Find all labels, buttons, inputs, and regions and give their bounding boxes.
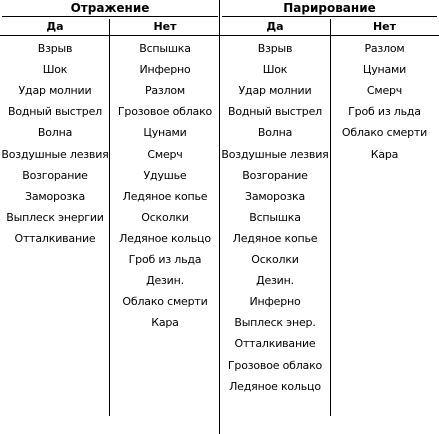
yes-spell-cell: Взрыв xyxy=(37,42,73,55)
section-title: Парирование xyxy=(283,1,376,15)
yes-spell-cell: Волна xyxy=(257,126,293,140)
title-underline xyxy=(2,16,218,17)
no-spell-cell: Ледяное копье xyxy=(122,189,208,203)
no-spell-cell: Смерч xyxy=(366,84,403,98)
yes-spell-cell: Вспышка xyxy=(249,210,301,224)
title-underline xyxy=(222,16,437,17)
no-spell-cell: Цунами xyxy=(143,126,187,140)
no-spell-cell: Смерч xyxy=(147,147,183,161)
yes-header: Да xyxy=(46,20,64,33)
yes-spell-cell: Ледяное кольцо xyxy=(229,379,321,393)
yes-spell-cell: Выплеск энер. xyxy=(234,316,316,330)
section-title: Отражение xyxy=(70,1,150,15)
no-spell-cell: Ледяное кольцо xyxy=(119,231,211,245)
no-spell-cell: Облако смерти xyxy=(122,295,208,309)
yes-spell-cell: Воздушные лезвия xyxy=(221,147,329,161)
yes-spell-cell: Отталкивание xyxy=(14,231,96,245)
no-spell-cell: Разлом xyxy=(364,42,405,55)
yes-spell-cell: Шок xyxy=(42,63,68,77)
no-spell-cell: Осколки xyxy=(141,210,189,224)
yes-spell-cell: Взрыв xyxy=(257,42,293,55)
section-divider xyxy=(219,0,220,434)
no-spell-cell: Удушье xyxy=(143,168,187,182)
no-spell-cell: Инферно xyxy=(139,63,191,77)
column-divider xyxy=(330,19,331,416)
yes-header: Да xyxy=(266,20,284,33)
no-header: Нет xyxy=(153,20,177,33)
no-spell-cell: Грозовое облако xyxy=(117,105,213,119)
yes-spell-cell: Возгорание xyxy=(22,168,88,182)
yes-spell-cell: Выплеск энергии xyxy=(6,210,104,224)
yes-spell-cell: Грозовое облако xyxy=(227,358,323,372)
yes-spell-cell: Дезин. xyxy=(256,274,294,288)
no-spell-cell: Кара xyxy=(151,316,179,330)
no-spell-cell: Дезин. xyxy=(146,274,184,288)
yes-spell-cell: Шок xyxy=(262,63,288,77)
yes-spell-cell: Осколки xyxy=(251,253,299,266)
header-underline xyxy=(0,35,220,36)
yes-spell-cell: Водный выстрел xyxy=(227,105,322,119)
no-spell-cell: Цунами xyxy=(362,63,407,77)
no-header: Нет xyxy=(372,20,397,33)
yes-spell-cell: Заморозка xyxy=(245,189,305,203)
no-spell-cell: Разлом xyxy=(144,84,186,98)
no-spell-cell: Вспышка xyxy=(139,42,191,55)
yes-spell-cell: Удар молнии xyxy=(18,84,92,98)
no-spell-cell: Облако смерти xyxy=(341,126,428,140)
yes-spell-cell: Отталкивание xyxy=(234,337,316,351)
no-spell-cell: Кара xyxy=(370,147,399,161)
yes-spell-cell: Волна xyxy=(37,126,73,140)
yes-spell-cell: Удар молнии xyxy=(238,84,312,98)
column-divider xyxy=(109,19,110,416)
yes-spell-cell: Возгорание xyxy=(242,168,308,182)
yes-spell-cell: Воздушные лезвия xyxy=(1,147,109,161)
no-spell-cell: Гроб из льда xyxy=(348,105,421,119)
yes-spell-cell: Водный выстрел xyxy=(7,105,102,119)
yes-spell-cell: Заморозка xyxy=(25,189,85,203)
yes-spell-cell: Ледяное копье xyxy=(232,231,318,245)
no-spell-cell: Гроб из льда xyxy=(128,253,202,266)
yes-spell-cell: Инферно xyxy=(249,295,301,309)
